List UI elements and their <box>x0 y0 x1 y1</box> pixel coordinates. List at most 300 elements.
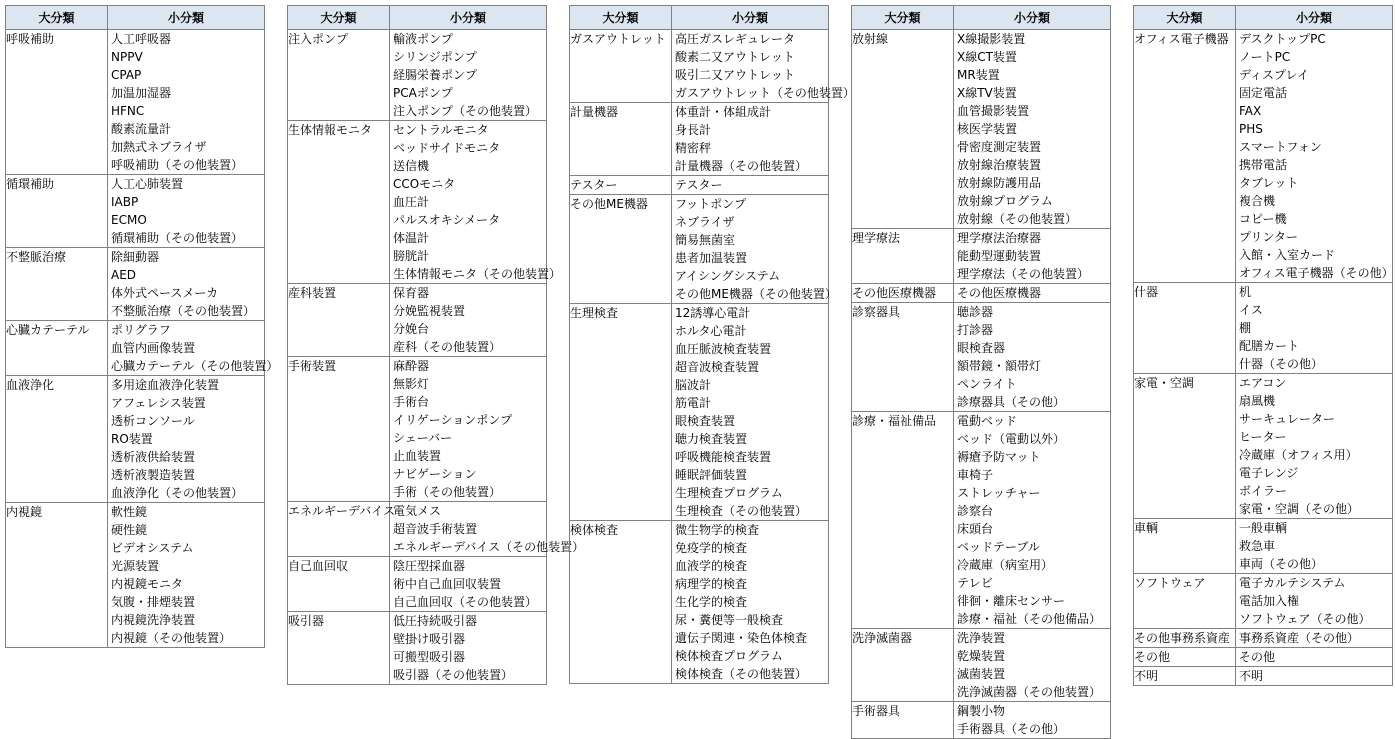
minor-category-item: 呼吸機能検査装置 <box>675 450 772 464</box>
minor-category-item: 放射線プログラム <box>957 194 1053 208</box>
minor-category-item: 聴診器 <box>957 305 994 319</box>
minor-category-item: 人工心肺装置 <box>111 177 184 191</box>
minor-category-item: 診療・福祉（その他備品） <box>957 612 1102 626</box>
category-table-1 <box>5 5 279 648</box>
major-category-cell <box>852 412 954 629</box>
minor-category-cell <box>954 702 1111 739</box>
major-category-label: ガスアウトレット <box>570 32 666 46</box>
table-row <box>570 176 829 195</box>
minor-category-item: ホルタ心電計 <box>675 324 747 338</box>
major-category-cell <box>1134 648 1236 667</box>
major-category-cell <box>288 30 390 121</box>
major-category-label: その他医療機器 <box>852 286 937 300</box>
minor-category-cell <box>672 304 829 521</box>
minor-category-item: 生理検査プログラム <box>675 486 783 500</box>
header-major: 大分類 <box>1134 6 1236 30</box>
minor-category-cell <box>954 30 1111 229</box>
table-row <box>852 412 1111 629</box>
minor-category-item: 検体検査（その他装置） <box>675 667 808 681</box>
minor-category-item: 光源装置 <box>111 559 160 573</box>
minor-category-cell <box>672 195 837 304</box>
major-category-label: 什器 <box>1134 285 1159 299</box>
major-category-cell <box>6 248 108 321</box>
minor-category-item: サーキュレーター <box>1239 412 1336 426</box>
minor-category-item: 能動型運動装置 <box>957 249 1042 263</box>
minor-category-item: 冷蔵庫（病室用） <box>957 558 1054 572</box>
major-category-cell <box>570 521 672 684</box>
minor-category-cell <box>108 321 279 376</box>
table-row <box>288 612 547 685</box>
table-row <box>288 121 547 284</box>
minor-category-item: NPPV <box>111 50 143 64</box>
minor-category-cell <box>390 502 585 557</box>
minor-category-item: 加温加湿器 <box>111 86 172 100</box>
table-row <box>570 103 829 176</box>
table-row <box>852 702 1111 739</box>
minor-category-item: 透析コンソール <box>111 414 195 428</box>
major-category-label: 循環補助 <box>6 177 55 191</box>
minor-category-item: 吸引器（その他装置） <box>393 668 514 682</box>
major-category-cell <box>1134 374 1236 519</box>
major-category-cell <box>852 629 954 702</box>
major-category-label: 心臓カテーテル <box>6 323 90 337</box>
table-row <box>6 503 265 648</box>
minor-category-item: その他ME機器（その他装置） <box>675 287 837 301</box>
minor-category-item: 体温計 <box>393 231 430 245</box>
minor-category-item: 褥瘡予防マット <box>957 450 1041 464</box>
minor-category-item: オフィス電子機器（その他） <box>1239 266 1394 280</box>
minor-category-item: 低圧持続吸引器 <box>393 614 478 628</box>
minor-category-item: 不整脈治療（その他装置） <box>111 304 256 318</box>
minor-category-cell <box>390 121 562 284</box>
minor-category-item: 微生物学的検査 <box>675 523 760 537</box>
major-category-cell <box>852 284 954 303</box>
minor-category-item: 循環補助（その他装置） <box>111 231 244 245</box>
minor-category-item: HFNC <box>111 104 145 118</box>
minor-category-item: 生体情報モニタ（その他装置） <box>393 267 562 281</box>
minor-category-item: 止血装置 <box>393 449 442 463</box>
minor-category-item: アフェレシス装置 <box>111 396 206 410</box>
minor-category-cell <box>108 248 265 321</box>
major-category-cell <box>1134 629 1236 648</box>
table-row <box>288 284 547 357</box>
minor-category-item: 睡眠評価装置 <box>675 468 748 482</box>
minor-category-item: パルスオキシメータ <box>393 213 501 227</box>
minor-category-item: 棚 <box>1239 321 1252 335</box>
minor-category-item: フットポンプ <box>675 197 747 211</box>
minor-category-item: 高圧ガスレギュレータ <box>675 32 796 46</box>
minor-category-item: 麻酔器 <box>393 359 430 373</box>
minor-category-cell <box>954 412 1111 629</box>
major-category-label: 手術装置 <box>288 359 337 373</box>
minor-category-item: その他 <box>1239 650 1276 664</box>
minor-category-item: その他医療機器 <box>957 286 1042 300</box>
category-table-4 <box>851 5 1111 739</box>
minor-category-item: 計量機器（その他装置） <box>675 159 808 173</box>
table-row <box>6 30 265 175</box>
minor-category-item: 携帯電話 <box>1239 158 1288 172</box>
major-category-label: その他事務系資産 <box>1134 631 1231 645</box>
major-category-label: オフィス電子機器 <box>1134 32 1229 46</box>
minor-category-cell <box>672 30 855 103</box>
minor-category-item: テスター <box>675 178 723 192</box>
major-category-cell <box>852 702 954 739</box>
minor-category-item: 精密秤 <box>675 141 712 155</box>
minor-category-cell <box>672 103 829 176</box>
major-category-cell <box>1134 667 1236 686</box>
minor-category-item: 理学療法（その他装置） <box>957 267 1090 281</box>
minor-category-item: 陰圧型採血器 <box>393 559 466 573</box>
minor-category-cell <box>954 303 1111 412</box>
minor-category-item: 眼検査装置 <box>675 414 736 428</box>
minor-category-item: 電動ベッド <box>957 414 1018 428</box>
minor-category-item: 人工呼吸器 <box>111 32 172 46</box>
minor-category-item: 診察台 <box>957 504 994 518</box>
minor-category-item: 自己血回収（その他装置） <box>393 595 538 609</box>
minor-category-item: PCAポンプ <box>393 86 453 100</box>
major-category-cell <box>570 30 672 103</box>
header-minor: 小分類 <box>954 6 1111 30</box>
major-category-label: 内視鏡 <box>6 505 43 519</box>
minor-category-item: 放射線（その他装置） <box>957 212 1078 226</box>
minor-category-item: 血圧脈波検査装置 <box>675 342 772 356</box>
minor-category-item: 経腸栄養ポンプ <box>393 68 478 82</box>
major-category-cell <box>6 503 108 648</box>
header-major: 大分類 <box>570 6 672 30</box>
major-category-label: 家電・空調 <box>1134 376 1195 390</box>
major-category-label: 計量機器 <box>570 105 619 119</box>
minor-category-item: 身長計 <box>675 123 712 137</box>
table-row <box>288 30 547 121</box>
header-minor: 小分類 <box>1236 6 1393 30</box>
minor-category-item: ソフトウェア（その他） <box>1239 612 1371 626</box>
minor-category-item: 遺伝子関連・染色体検査 <box>675 631 808 645</box>
minor-category-item: 電話加入権 <box>1239 594 1300 608</box>
minor-category-item: 入館・入室カード <box>1239 248 1336 262</box>
major-category-label: 車輌 <box>1134 521 1159 535</box>
minor-category-item: セントラルモニタ <box>393 123 489 137</box>
minor-category-item: 送信機 <box>393 159 430 173</box>
minor-category-item: 理学療法治療器 <box>957 231 1042 245</box>
minor-category-item: 内視鏡洗浄装置 <box>111 613 196 627</box>
major-category-cell <box>852 229 954 284</box>
table-row <box>570 304 829 521</box>
header-major: 大分類 <box>852 6 954 30</box>
minor-category-item: 家電・空調（その他） <box>1239 502 1360 516</box>
minor-category-item: タブレット <box>1239 176 1299 190</box>
minor-category-item: 電気メス <box>393 504 442 518</box>
major-category-cell <box>570 103 672 176</box>
minor-category-item: 12誘導心電計 <box>675 306 751 320</box>
minor-category-item: 産科（その他装置） <box>393 340 502 354</box>
minor-category-item: 除細動器 <box>111 250 160 264</box>
major-category-cell <box>1134 283 1236 374</box>
major-category-cell <box>1134 574 1236 629</box>
minor-category-item: 呼吸補助（その他装置） <box>111 158 244 172</box>
minor-category-item: 酸素二又アウトレット <box>675 50 795 64</box>
major-category-label: 理学療法 <box>852 231 901 245</box>
minor-category-item: 輸液ポンプ <box>393 32 454 46</box>
minor-category-item: MR装置 <box>957 68 1000 82</box>
minor-category-item: 電子レンジ <box>1239 466 1299 480</box>
minor-category-item: CPAP <box>111 68 142 82</box>
major-category-cell <box>288 284 390 357</box>
minor-category-item: イス <box>1239 303 1263 317</box>
table-row <box>288 502 547 557</box>
table-row <box>570 30 829 103</box>
minor-category-cell <box>672 521 829 684</box>
minor-category-item: 血管内画像装置 <box>111 341 196 355</box>
minor-category-item: 診療器具（その他） <box>957 395 1066 409</box>
table-row <box>6 321 265 376</box>
minor-category-item: ストレッチャー <box>957 486 1041 500</box>
minor-category-cell <box>390 284 547 357</box>
minor-category-item: 簡易無菌室 <box>675 233 736 247</box>
table-row <box>1134 519 1393 574</box>
minor-category-item: X線CT装置 <box>957 50 1017 64</box>
minor-category-item: デスクトップPC <box>1239 32 1326 46</box>
minor-category-item: 加熱式ネブライザ <box>111 140 207 154</box>
minor-category-cell <box>1236 30 1393 283</box>
minor-category-item: 分娩監視装置 <box>393 304 466 318</box>
table-row <box>288 557 547 612</box>
minor-category-item: 体外式ペースメーカ <box>111 286 219 300</box>
minor-category-item: ECMO <box>111 213 147 227</box>
minor-category-item: 手術器具（その他） <box>957 722 1066 736</box>
table-row <box>852 629 1111 702</box>
minor-category-cell <box>390 357 547 502</box>
minor-category-item: 分娩台 <box>393 322 430 336</box>
minor-category-cell <box>1236 374 1393 519</box>
minor-category-item: 放射線治療装置 <box>957 158 1042 172</box>
minor-category-item: 配膳カート <box>1239 339 1300 353</box>
category-table-2 <box>287 5 585 685</box>
minor-category-item: ガスアウトレット（その他装置） <box>675 86 855 100</box>
table-row <box>1134 629 1393 648</box>
minor-category-item: 内視鏡（その他装置） <box>111 631 232 645</box>
header-minor: 小分類 <box>108 6 265 30</box>
table-row <box>1134 667 1393 686</box>
minor-category-item: 血管撮影装置 <box>957 104 1030 118</box>
minor-category-cell <box>108 175 265 248</box>
minor-category-item: 固定電話 <box>1239 86 1288 100</box>
minor-category-item: 額帯鏡・額帯灯 <box>957 359 1042 373</box>
major-category-label: その他ME機器 <box>570 197 648 211</box>
major-category-cell <box>6 30 108 175</box>
minor-category-item: 洗浄滅菌器（その他装置） <box>957 685 1102 699</box>
minor-category-cell <box>108 376 265 503</box>
minor-category-item: 酸素流量計 <box>111 122 172 136</box>
minor-category-item: アイシングシステム <box>675 269 781 283</box>
table-row <box>852 284 1111 303</box>
minor-category-item: X線TV装置 <box>957 86 1017 100</box>
major-category-label: エネルギーデバイス <box>288 504 396 518</box>
minor-category-item: 膀胱計 <box>393 249 430 263</box>
minor-category-cell <box>954 629 1111 702</box>
minor-category-item: 滅菌装置 <box>957 667 1006 681</box>
major-category-label: 手術器具 <box>852 704 901 718</box>
minor-category-item: 生化学的検査 <box>675 595 748 609</box>
major-category-cell <box>852 303 954 412</box>
minor-category-item: 気腹・排煙装置 <box>111 595 196 609</box>
major-category-label: 血液浄化 <box>6 378 55 392</box>
minor-category-item: 放射線防護用品 <box>957 176 1042 190</box>
minor-category-item: 救急車 <box>1239 539 1276 553</box>
minor-category-item: テレビ <box>957 576 993 590</box>
minor-category-item: 手術台 <box>393 395 430 409</box>
minor-category-item: 核医学装置 <box>957 122 1018 136</box>
major-category-label: 検体検査 <box>570 523 619 537</box>
minor-category-item: ビデオシステム <box>111 541 194 555</box>
minor-category-item: シェーバー <box>393 431 453 445</box>
minor-category-cell <box>390 30 547 121</box>
minor-category-item: 乾燥装置 <box>957 649 1006 663</box>
table-row <box>852 303 1111 412</box>
minor-category-item: ペンライト <box>957 377 1017 391</box>
minor-category-item: 血液学的検査 <box>675 559 748 573</box>
minor-category-item: 床頭台 <box>957 522 994 536</box>
minor-category-item: 事務系資産（その他） <box>1239 631 1360 645</box>
table-row <box>1134 648 1393 667</box>
minor-category-item: エネルギーデバイス（その他装置） <box>393 540 585 554</box>
header-major: 大分類 <box>6 6 108 30</box>
minor-category-item: 打診器 <box>957 323 994 337</box>
minor-category-item: 患者加温装置 <box>675 251 748 265</box>
table-row <box>852 30 1111 229</box>
table-row <box>6 248 265 321</box>
minor-category-item: RO装置 <box>111 432 153 446</box>
major-category-label: 吸引器 <box>288 614 325 628</box>
minor-category-item: 手術（その他装置） <box>393 485 502 499</box>
minor-category-cell <box>672 176 829 195</box>
minor-category-item: 聴力検査装置 <box>675 432 748 446</box>
minor-category-item: プリンター <box>1239 230 1299 244</box>
minor-category-cell <box>108 30 265 175</box>
minor-category-cell <box>1236 667 1393 686</box>
minor-category-item: 硬性鏡 <box>111 523 148 537</box>
table-row <box>570 521 829 684</box>
table-row <box>6 376 265 503</box>
minor-category-item: 骨密度測定装置 <box>957 140 1042 154</box>
major-category-cell <box>288 121 390 284</box>
minor-category-item: エアコン <box>1239 376 1287 390</box>
minor-category-cell <box>108 503 265 648</box>
minor-category-item: 筋電計 <box>675 396 712 410</box>
header-major: 大分類 <box>288 6 390 30</box>
minor-category-item: 冷蔵庫（オフィス用） <box>1239 448 1358 462</box>
table-row <box>570 195 829 304</box>
category-table-5 <box>1133 5 1393 686</box>
major-category-label: 診察器具 <box>852 305 901 319</box>
minor-category-cell <box>954 284 1111 303</box>
minor-category-cell <box>1236 574 1393 629</box>
minor-category-item: 超音波検査装置 <box>675 360 760 374</box>
minor-category-item: 徘徊・離床センサー <box>957 594 1066 608</box>
major-category-cell <box>288 557 390 612</box>
table-row <box>288 357 547 502</box>
major-category-label: 診療・福祉備品 <box>852 414 937 428</box>
minor-category-item: 車両（その他） <box>1239 557 1324 571</box>
major-category-cell <box>570 195 672 304</box>
major-category-cell <box>288 612 390 685</box>
table-row <box>1134 283 1393 374</box>
minor-category-item: 車椅子 <box>957 468 994 482</box>
minor-category-item: ナビゲーション <box>393 467 477 481</box>
major-category-label: その他 <box>1134 650 1171 664</box>
major-category-cell <box>1134 30 1236 283</box>
minor-category-item: X線撮影装置 <box>957 32 1026 46</box>
major-category-label: 不整脈治療 <box>6 250 67 264</box>
major-category-cell <box>570 176 672 195</box>
minor-category-item: FAX <box>1239 104 1262 118</box>
minor-category-cell <box>390 557 547 612</box>
minor-category-item: ヒーター <box>1239 430 1287 444</box>
minor-category-item: 洗浄装置 <box>957 631 1006 645</box>
minor-category-item: 軟性鏡 <box>111 505 148 519</box>
minor-category-item: シリンジポンプ <box>393 50 477 64</box>
minor-category-item: コピー機 <box>1239 212 1287 226</box>
minor-category-item: AED <box>111 268 137 282</box>
major-category-label: 産科装置 <box>288 286 337 300</box>
minor-category-cell <box>1236 629 1393 648</box>
minor-category-cell <box>954 229 1111 284</box>
header-minor: 小分類 <box>672 6 829 30</box>
major-category-cell <box>6 321 108 376</box>
minor-category-cell <box>390 612 547 685</box>
minor-category-item: 内視鏡モニタ <box>111 577 184 591</box>
table-row <box>852 229 1111 284</box>
minor-category-item: 病理学的検査 <box>675 577 748 591</box>
table-row <box>1134 374 1393 519</box>
major-category-cell <box>6 175 108 248</box>
major-category-label: 注入ポンプ <box>288 32 349 46</box>
major-category-label: 洗浄滅菌器 <box>852 631 913 645</box>
major-category-cell <box>852 30 954 229</box>
minor-category-item: 複合機 <box>1239 194 1276 208</box>
minor-category-item: 鋼製小物 <box>957 704 1006 718</box>
minor-category-item: 術中自己血回収装置 <box>393 577 502 591</box>
minor-category-item: ベッド（電動以外） <box>957 432 1066 446</box>
minor-category-item: 電子カルテシステム <box>1239 576 1346 590</box>
major-category-label: 不明 <box>1134 669 1159 683</box>
minor-category-item: CCOモニタ <box>393 177 456 191</box>
minor-category-item: PHS <box>1239 122 1263 136</box>
minor-category-item: 透析液供給装置 <box>111 450 196 464</box>
minor-category-item: スマートフォン <box>1239 140 1322 154</box>
major-category-cell <box>1134 519 1236 574</box>
minor-category-item: IABP <box>111 195 139 209</box>
minor-category-item: ディスプレイ <box>1239 68 1309 82</box>
minor-category-item: 免疫学的検査 <box>675 541 748 555</box>
minor-category-item: ポリグラフ <box>111 323 171 337</box>
minor-category-item: 体重計・体組成計 <box>675 105 772 119</box>
minor-category-item: 血圧計 <box>393 195 430 209</box>
minor-category-item: 脳波計 <box>675 378 712 392</box>
major-category-cell <box>6 376 108 503</box>
minor-category-item: 一般車輌 <box>1239 521 1288 535</box>
major-category-label: 呼吸補助 <box>6 32 55 46</box>
minor-category-item: 血液浄化（その他装置） <box>111 486 244 500</box>
minor-category-item: 扇風機 <box>1239 394 1276 408</box>
table-row <box>1134 30 1393 283</box>
major-category-label: ソフトウェア <box>1134 576 1206 590</box>
minor-category-item: 超音波手術装置 <box>393 522 478 536</box>
minor-category-item: ベッドサイドモニタ <box>393 141 501 155</box>
minor-category-cell <box>1236 283 1393 374</box>
minor-category-item: 保育器 <box>393 286 430 300</box>
minor-category-item: 吸引二又アウトレット <box>675 68 795 82</box>
minor-category-item: 透析液製造装置 <box>111 468 196 482</box>
